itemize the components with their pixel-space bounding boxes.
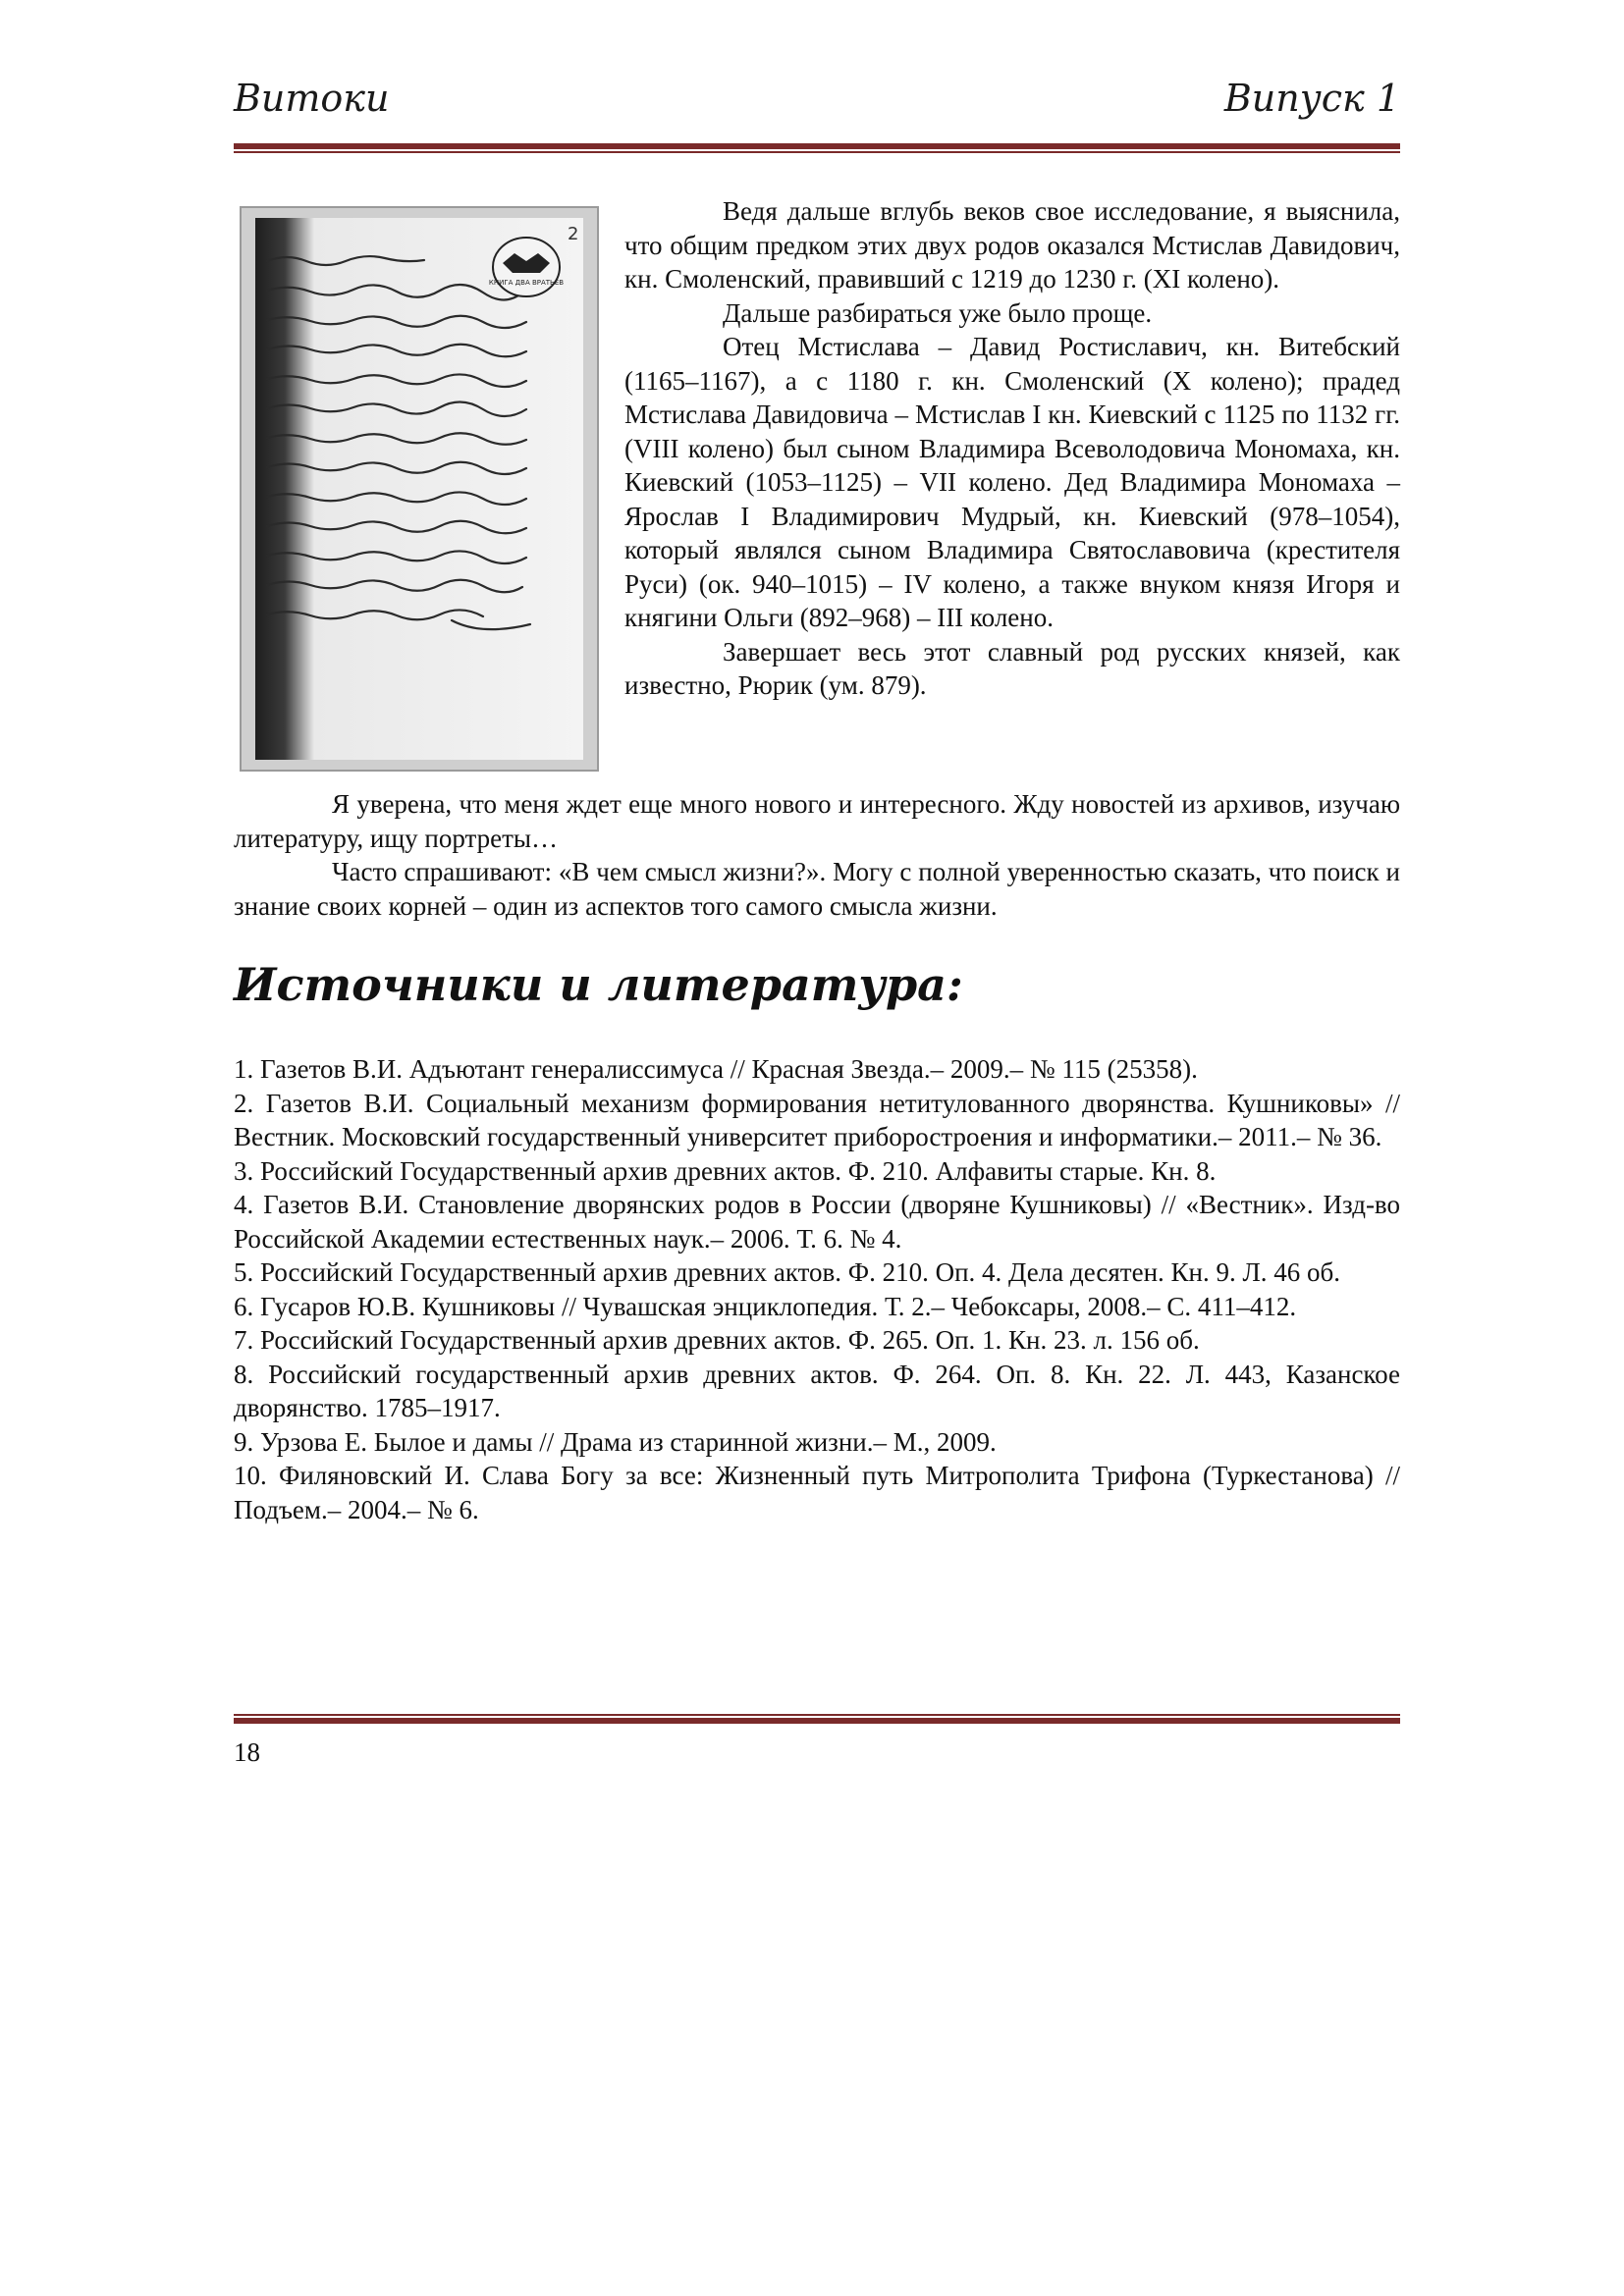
full-width-text: [234, 787, 1400, 923]
paragraph: Отец Мстислава – Давид Ростиславич, кн. Витебский (1165–1167), а с 1180 г. кн. Смоленский (X колено); прадед Мстислава Давидовича – Мстислав I кн. Киевский с 1125 по 1132 гг. (VIII колено) был сыном Владимира Всеволодовича Мономаха, кн. Киевский (1053–1125) – VII колено. Дед Владимира Мономаха – Ярослав I Владимирович Мудрый, кн. Киевский (978–1054), который являлся сыном Владимира Святославовича (крестителя Руси) (ок. 940–1015) – IV колено, а также внуком князя Игоря и княгини Ольги (892–968) – III колено.: [624, 332, 1400, 632]
reference-item: 9. Урзова Е. Былое и дамы // Драма из старинной жизни.– М., 2009.: [234, 1426, 997, 1457]
paragraph: Ведя дальше вглубь веков свое исследование, я выяснила, что общим предком этих двух родов оказался Мстислав Давидович, кн. Смоленский, правивший с 1219 до 1230 г. (XI колено).: [624, 196, 1400, 294]
paragraph: Я уверена, что меня ждет еще много нового и интересного. Жду новостей из архивов, изучаю литературу, ищу портреты…: [234, 789, 1400, 853]
reference-item: 2. Газетов В.И. Социальный механизм формирования нетитулованного дворянства. Кушниковы» // Вестник. Московский государственный университет приборостроения и информатики.– 2011.– № 36.: [234, 1088, 1400, 1151]
reference-item: 8. Российский государственный архив древних актов. Ф. 264. Оп. 8. Кн. 22. Л. 443, Казанское дворянство. 1785–1917.: [234, 1359, 1400, 1422]
page-mark: 2: [568, 224, 579, 244]
paragraph: Завершает весь этот славный род русских князей, как известно, Рюрик (ум. 879).: [624, 636, 1400, 700]
footer-divider: [234, 1714, 1400, 1724]
reference-item: 1. Газетов В.И. Адъютант генералиссимуса // Красная Звезда.– 2009.– № 115 (25358).: [234, 1054, 1198, 1084]
paragraph: Часто спрашивают: «В чем смысл жизни?». Могу с полной уверенностью сказать, что поиск и знание своих корней – один из аспектов того самого смысла жизни.: [234, 857, 1400, 921]
right-column-text: [624, 194, 1400, 703]
running-header: [234, 77, 1400, 135]
reference-item: 6. Гусаров Ю.В. Кушниковы // Чувашская энциклопедия. Т. 2.– Чебоксары, 2008.– С. 411–412.: [234, 1291, 1297, 1321]
seal-caption: КНИГА ДВА ВРАТЬЕВ: [488, 279, 565, 287]
reference-item: 5. Российский Государственный архив древних актов. Ф. 210. Оп. 4. Дела десятен. Кн. 9. Л. 46 об.: [234, 1257, 1341, 1287]
issue-label: Випуск 1: [1223, 77, 1400, 120]
page-number: 18: [234, 1737, 260, 1767]
paragraph: Дальше разбираться уже было проще.: [723, 297, 1153, 328]
reference-item: 7. Российский Государственный архив древних актов. Ф. 265. Оп. 1. Кн. 23. л. 156 об.: [234, 1325, 1200, 1355]
sources-heading: Источники и литература:: [234, 958, 963, 1011]
archival-document-photo: [240, 206, 599, 772]
journal-title: Витоки: [234, 77, 390, 120]
header-divider: [234, 143, 1400, 153]
handwritten-manuscript-image: [255, 218, 583, 760]
reference-list: [234, 1052, 1400, 1526]
reference-item: 10. Филяновский И. Слава Богу за все: Жизненный путь Митрополита Трифона (Туркестанова) // Подъем.– 2004.– № 6.: [234, 1461, 1400, 1524]
reference-item: 4. Газетов В.И. Становление дворянских родов в России (дворяне Кушниковы) // «Вестник». Изд-во Российской Академии естественных наук.– 2006. Т. 6. № 4.: [234, 1190, 1400, 1254]
reference-item: 3. Российский Государственный архив древних актов. Ф. 210. Алфавиты старые. Кн. 8.: [234, 1155, 1217, 1186]
